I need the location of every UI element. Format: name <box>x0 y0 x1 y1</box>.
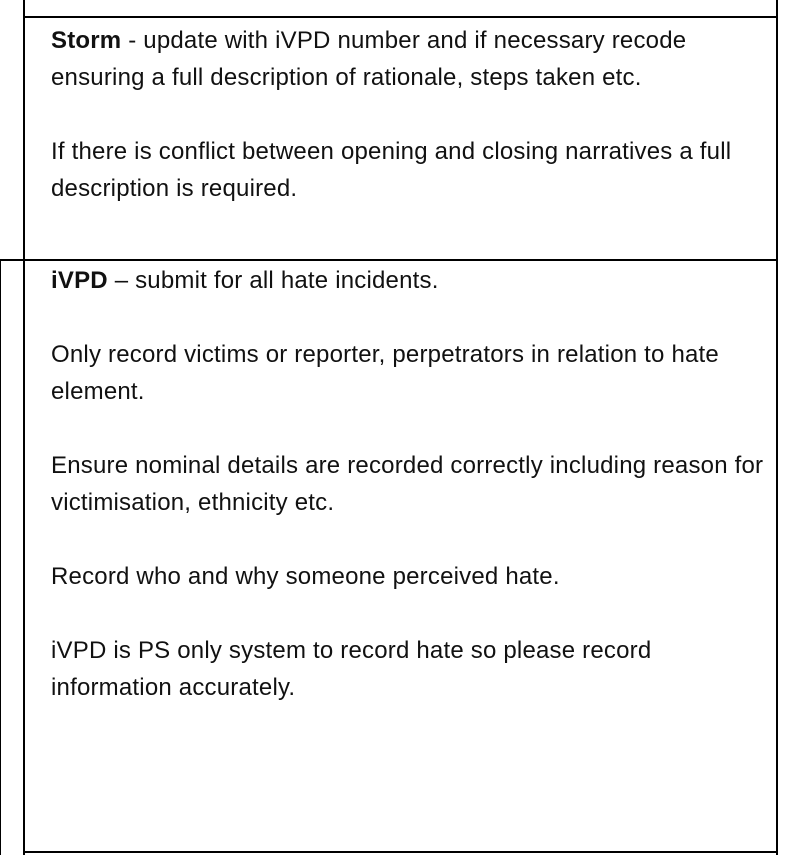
storm-instruction <box>51 22 767 96</box>
table-cell-storm <box>51 22 767 207</box>
ivpd-instruction-text: – submit for all hate incidents. <box>107 267 439 294</box>
storm-conflict-note: If there is conflict between opening and closing narratives a full description is required. <box>51 138 732 202</box>
ivpd-perceived-hate: Record who and why someone perceived hate. <box>51 563 560 590</box>
table-right-border <box>776 0 778 855</box>
ivpd-nominal-details: Ensure nominal details are recorded correctly including reason for victimisation, ethnicity etc. <box>51 452 764 516</box>
left-column-edge <box>0 260 1 855</box>
table-left-border <box>23 0 25 855</box>
row-divider-middle <box>0 259 778 261</box>
storm-instruction-text: - update with iVPD number and if necessary recode ensuring a full description of rationale, steps taken etc. <box>51 27 687 91</box>
row-divider-bottom <box>23 851 778 853</box>
row-divider-top <box>23 16 778 18</box>
ivpd-instruction <box>51 262 767 299</box>
table-cell-ivpd <box>51 262 767 706</box>
ivpd-record-victims: Only record victims or reporter, perpetrators in relation to hate element. <box>51 341 719 405</box>
ivpd-heading: iVPD <box>51 267 108 294</box>
ivpd-system-note: iVPD is PS only system to record hate so please record information accurately. <box>51 637 652 701</box>
storm-heading: Storm <box>51 27 122 54</box>
